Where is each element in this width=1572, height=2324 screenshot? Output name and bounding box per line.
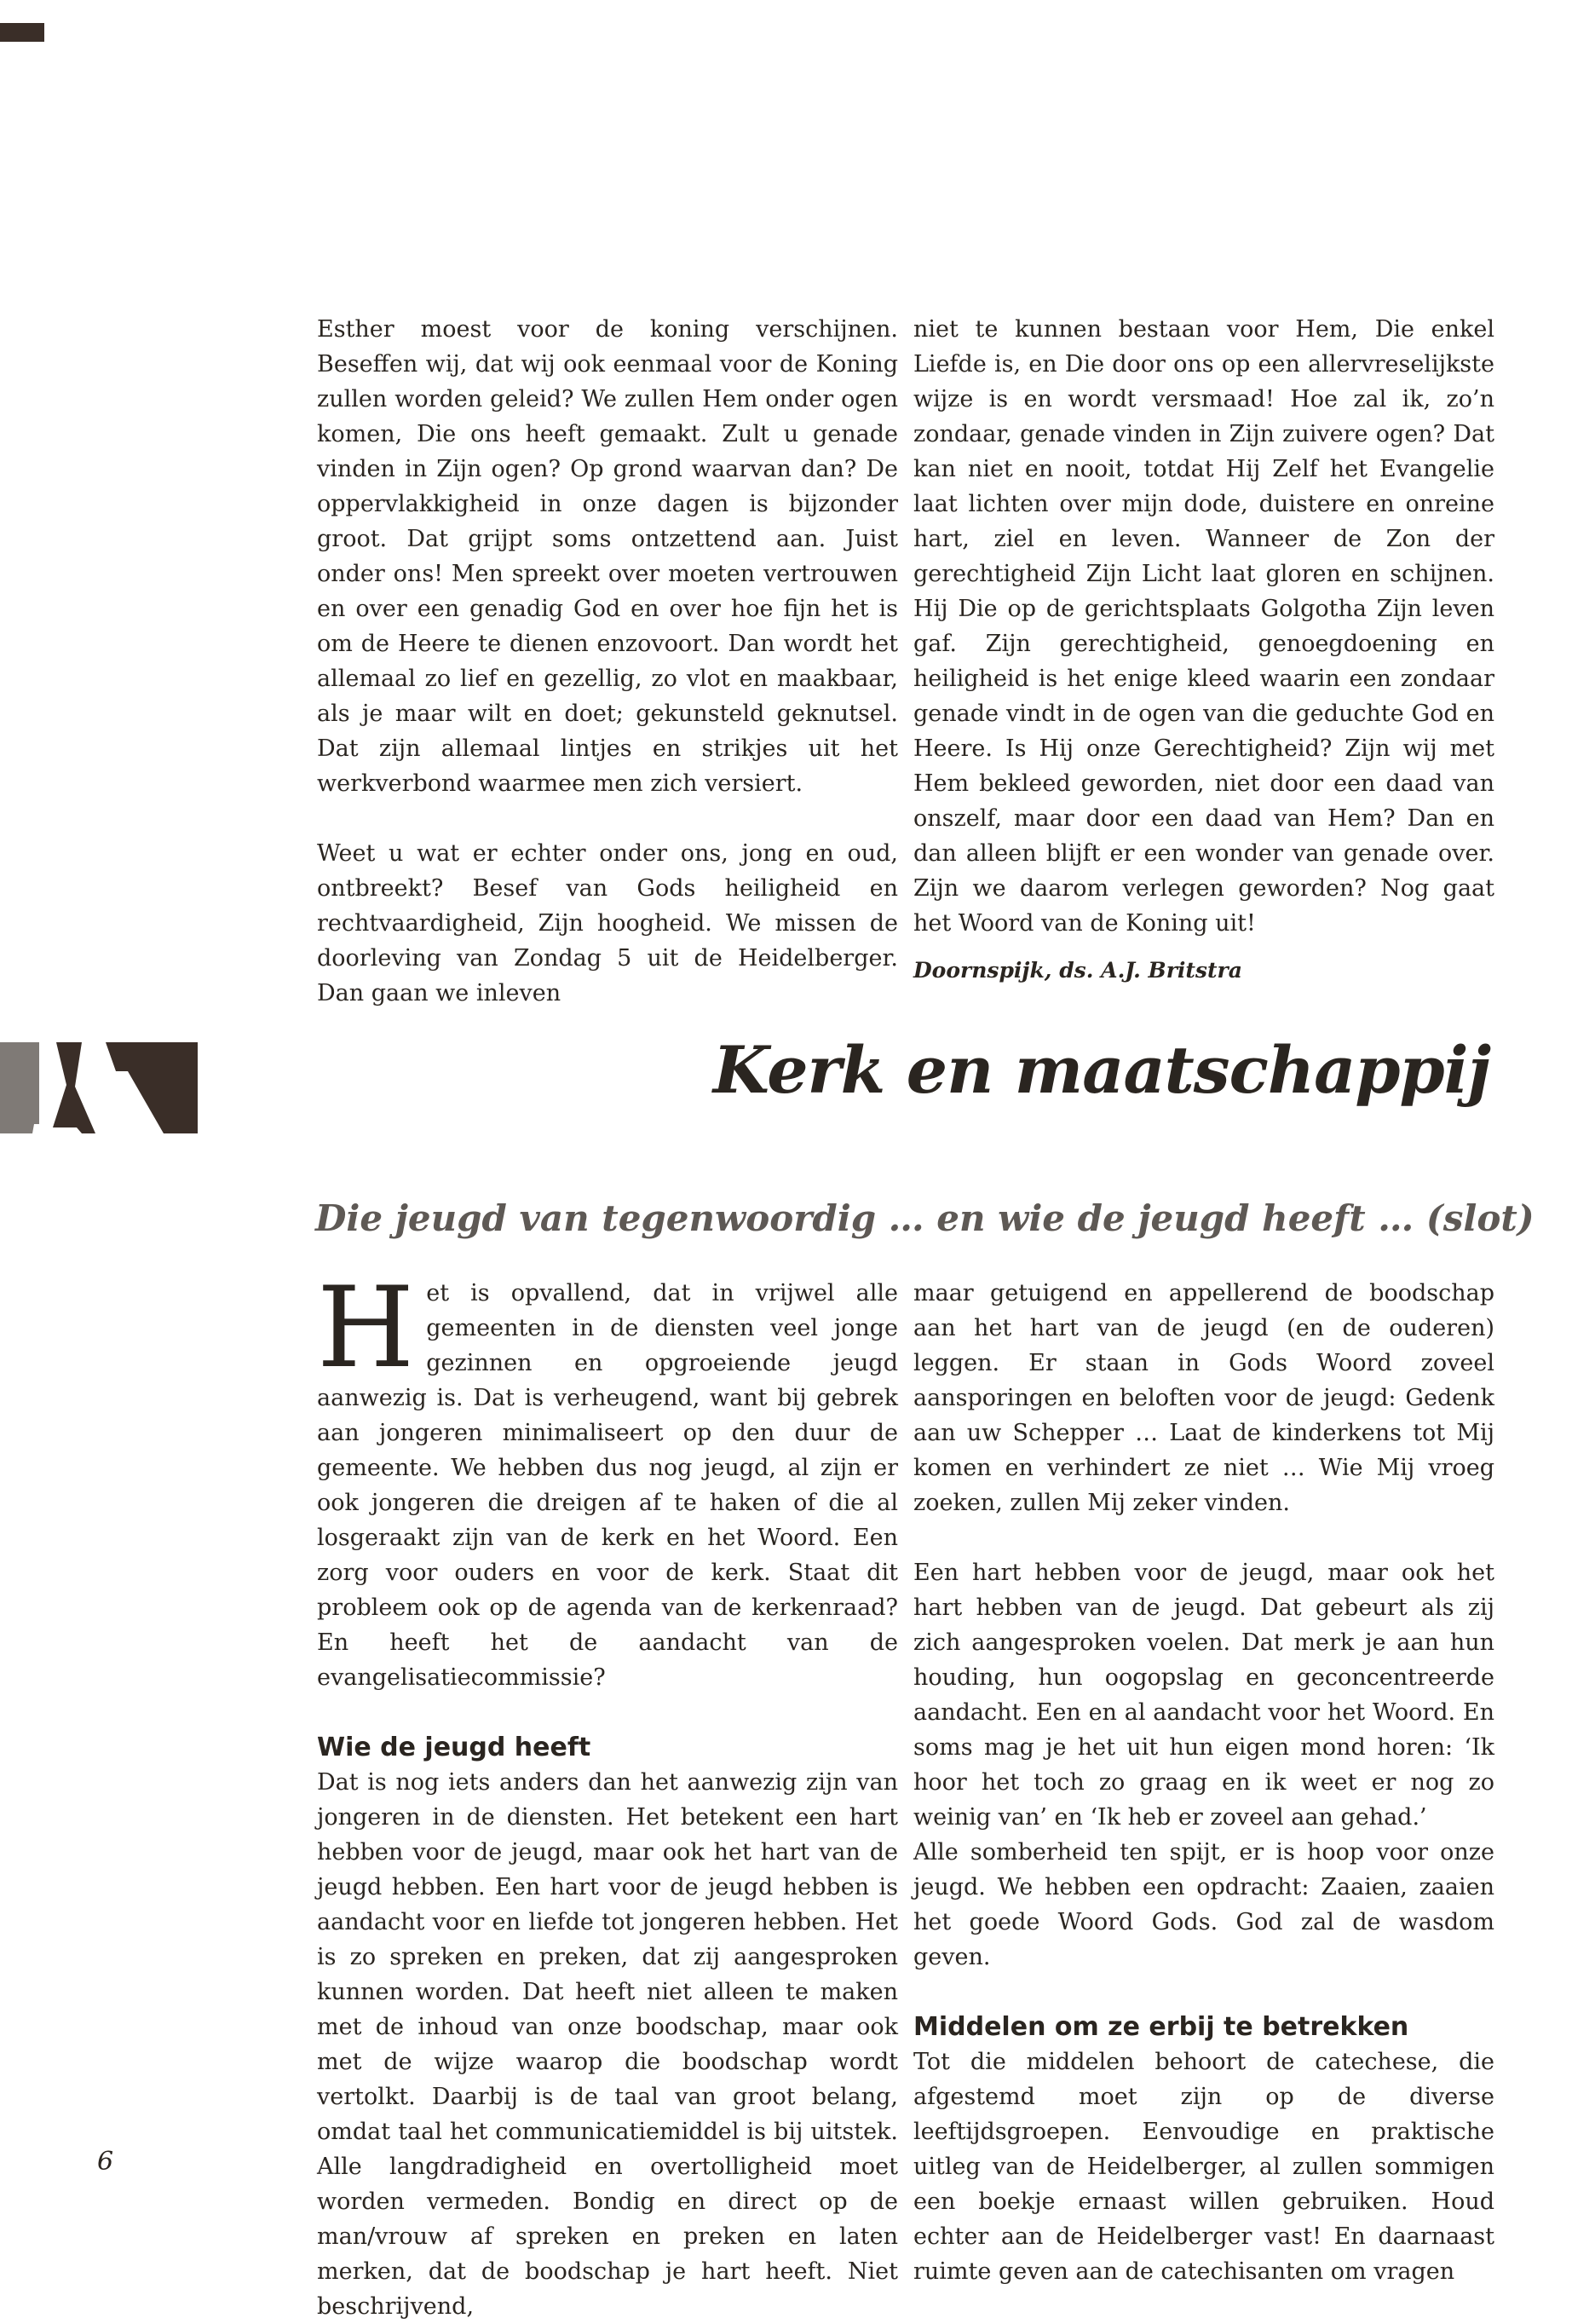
section-k-logo-icon	[0, 1042, 198, 1133]
corner-mark	[0, 23, 44, 42]
author-signature: Doornspijk, ds. A.J. Britstra	[913, 958, 1242, 983]
article-left-column	[317, 1262, 898, 2324]
paragraph: Dat is nog iets anders dan het aanwezig zijn van jongeren in de diensten. Het betekent een hart hebben voor de jeugd, maar ook het hart van de jeugd hebben. Een hart voor de jeugd hebben is aandacht voor en liefde tot jongeren hebben. Het is zo spreken en preken, dat zij aangesproken kunnen worden. Dat heeft niet alleen te maken met de inhoud van onze boodschap, maar ook met de wijze waarop die boodschap wordt vertolkt. Daarbij is de taal van groot belang, omdat taal het communicatiemiddel is bij uitstek. Alle langdradigheid en overtolligheid moet worden vermeden. Bondig en direct op de man/vrouw af spreken en preken en laten merken, dat de boodschap je hart heeft. Niet beschrijvend,	[317, 1769, 898, 2320]
intro-paragraph: et is opvallend, dat in vrijwel alle gemeenten in de diensten veel jonge gezinnen en opgroeiende jeugd aanwezig is. Dat is verheugend, want bij gebrek aan jongeren minimaliseert op den duur de gemeente. We hebben dus nog jeugd, al zijn er ook jongeren die dreigen af te haken of die al losgeraakt zijn van de kerk en het Woord. Een zorg voor ouders en voor de kerk. Staat dit probleem ook op de agenda van de kerkenraad? En heeft het de aandacht van de evangelisatiecommissie?	[317, 1280, 898, 1691]
top-right-column	[913, 312, 1494, 988]
section-title: Kerk en maatschappij	[712, 1032, 1490, 1108]
page-number: 6	[97, 2147, 114, 2177]
subheading: Middelen om ze erbij te betrekken	[913, 2012, 1409, 2042]
paragraph: Weet u wat er echter onder ons, jong en oud, ontbreekt? Besef van Gods heiligheid en rechtvaardigheid, Zijn hoogheid. We missen de doorleving van Zondag 5 uit de Heidelberger. Dan gaan we inleven	[317, 840, 898, 1006]
top-left-column	[317, 312, 898, 1011]
paragraph: niet te kunnen bestaan voor Hem, Die enkel Liefde is, en Die door ons op een allervreselijkste wijze is en wordt versmaad! Hoe zal ik, zo’n zondaar, genade vinden in Zijn zuivere ogen? Dat kan niet en nooit, totdat Hij Zelf het Evangelie laat lichten over mijn dode, duistere en onreine hart, ziel en leven. Wanneer de Zon der gerechtigheid Zijn Licht laat gloren en schijnen. Hij Die op de gerichtsplaats Golgotha Zijn leven gaf. Zijn gerechtigheid, genoegdoening en heiligheid is het enige kleed waarin een zondaar genade vindt in de ogen van die geduchte God en Heere. Is Hij onze Gerechtigheid? Zijn wij met Hem bekleed geworden, niet door een daad van onszelf, maar door een daad van Hem? Dan en dan alleen blijft er een wonder van genade over. Zijn we daarom verlegen geworden? Nog gaat het Woord van de Koning uit!	[913, 316, 1494, 937]
paragraph: Tot die middelen behoort de catechese, die afgestemd moet zijn op de diverse leeftijdsgroepen. Eenvoudige en praktische uitleg van de Heidelberger, al zullen sommigen een boekje ernaast willen gebruiken. Houd echter aan de Heidelberger vast! En daarnaast ruimte geven aan de catechisanten om vragen	[913, 2049, 1494, 2285]
article-right-column	[913, 1276, 1494, 2289]
subheading: Wie de jeugd heeft	[317, 1733, 591, 1762]
article-title: Die jeugd van tegenwoordig … en wie de jeugd heeft … (slot)	[315, 1197, 1535, 1239]
paragraph: Een hart hebben voor de jeugd, maar ook het hart hebben van de jeugd. Dat gebeurt als zij zich aangesproken voelen. Dat merk je aan hun houding, hun oogopslag en geconcentreerde aandacht. Een en al aandacht voor het Woord. En soms mag je het uit hun eigen mond horen: ‘Ik hoor het toch zo graag en ik weet er nog zo weinig van’ en ‘Ik heb er zoveel aan gehad.’	[913, 1560, 1494, 1831]
paragraph: Esther moest voor de koning verschijnen. Beseffen wij, dat wij ook eenmaal voor de Koning zullen worden geleid? We zullen Hem onder ogen komen, Die ons heeft gemaakt. Zult u genade vinden in Zijn ogen? Op grond waarvan dan? De oppervlakkigheid in onze dagen is bijzonder groot. Dat grijpt soms ontzettend aan. Juist onder ons! Men spreekt over moeten vertrouwen en over een genadig God en over hoe fijn het is om de Heere te dienen enzovoort. Dan wordt het allemaal zo lief en gezellig, zo vlot en maakbaar, als je maar wilt en doet; gekunsteld geknutsel. Dat zijn allemaal lintjes en strikjes uit het werkverbond waarmee men zich versiert.	[317, 316, 898, 797]
paragraph: maar getuigend en appellerend de boodschap aan het hart van de jeugd (en de ouderen) leggen. Er staan in Gods Woord zoveel aansporingen en beloften voor de jeugd: Gedenk aan uw Schepper … Laat de kinderkens tot Mij komen en verhindert ze niet … Wie Mij vroeg zoeken, zullen Mij zeker vinden.	[913, 1280, 1494, 1516]
drop-cap: H	[317, 1262, 415, 1393]
paragraph: Alle somberheid ten spijt, er is hoop voor onze jeugd. We hebben een opdracht: Zaaien, zaaien het goede Woord Gods. God zal de wasdom geven.	[913, 1839, 1494, 1970]
